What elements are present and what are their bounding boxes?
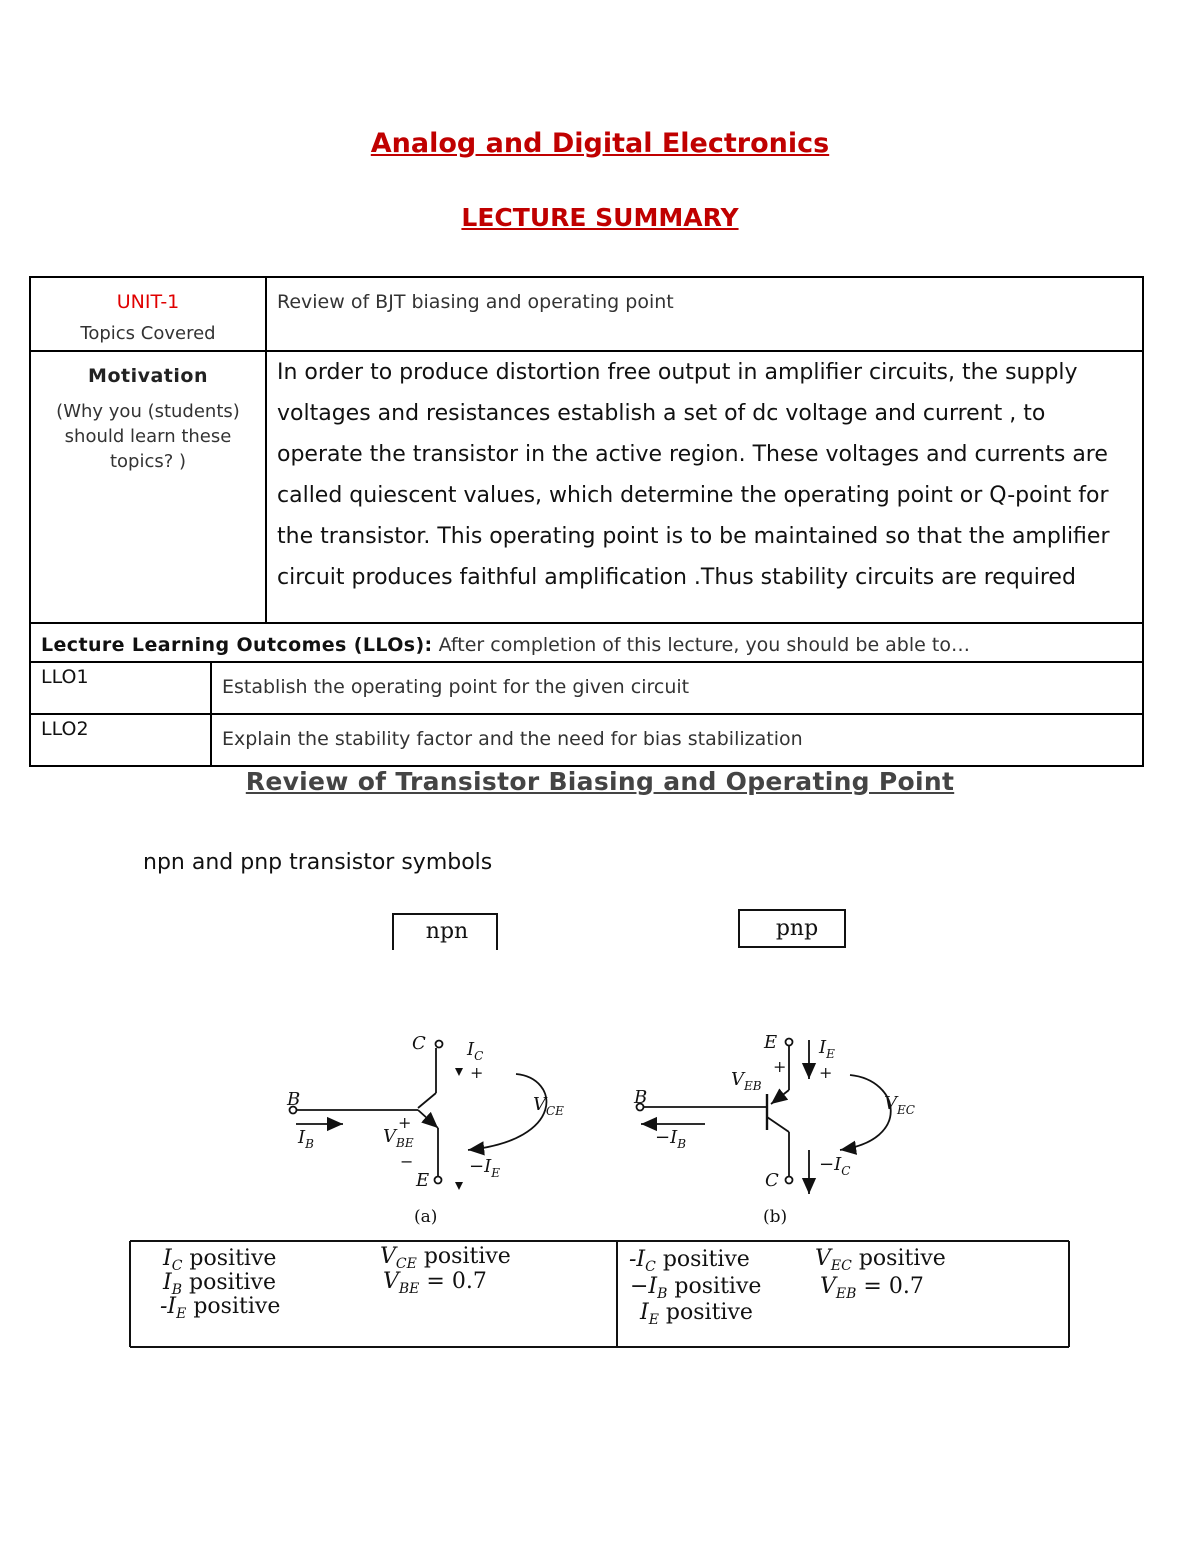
svg-text:+: + [819, 1063, 833, 1082]
motivation-subtitle: (Why you (students) should learn these topics? ) [56, 401, 240, 472]
llo-description: Establish the operating point for the given circuit [211, 662, 1143, 714]
svg-text:−: − [400, 1152, 414, 1171]
pnp-collector-terminal [786, 1177, 793, 1184]
npn-emitter-terminal [435, 1177, 442, 1184]
svg-text:VEB: $V_{EB}$ [731, 1069, 762, 1093]
svg-text:+: + [773, 1057, 787, 1076]
npn-caption: (a) [414, 1207, 438, 1227]
llo-row [30, 662, 1143, 714]
npn-conditions [160, 1244, 511, 1322]
svg-text:IB: $I_B$ [298, 1127, 314, 1151]
svg-text:-IE positive: $-I_E$ positive [160, 1294, 281, 1322]
pnp-b-label: B [634, 1087, 648, 1108]
svg-text:IC positive: $I_C$ positive [163, 1246, 277, 1274]
pnp-label: pnp [775, 916, 819, 941]
npn-e-label: E [416, 1170, 430, 1191]
topics-covered-label: Topics Covered [80, 323, 216, 344]
svg-text:VBE = 0.7: $V_{BE} = 0.7$ [383, 1269, 487, 1297]
svg-text:+: + [398, 1113, 412, 1132]
llo-id: LLO2 [30, 714, 211, 766]
unit-row [30, 277, 1143, 351]
course-title: Analog and Digital Electronics [370, 128, 830, 159]
motivation-row [30, 351, 1143, 623]
unit-cell [30, 277, 266, 351]
pnp-conditions [629, 1246, 946, 1328]
lecture-summary-table [29, 276, 1144, 767]
npn-transistor-symbol [290, 1041, 547, 1184]
llo-row [30, 714, 1143, 766]
pnp-transistor-symbol [637, 1039, 891, 1195]
svg-text:-IC positive: $-I_C$ positive [629, 1247, 750, 1275]
llo-intro: After completion of this lecture, you should be able to… [432, 634, 970, 656]
npn-b-label: B [287, 1089, 301, 1110]
svg-text:VEC: $V_{EC}$ [884, 1093, 915, 1117]
transistor-symbols-figure [0, 900, 1200, 1360]
npn-label: npn [425, 919, 469, 944]
motivation-cell [30, 351, 266, 623]
pnp-labels [633, 1032, 915, 1227]
npn-c-label: C [412, 1033, 426, 1054]
llo-heading-cell [30, 623, 1143, 662]
svg-text:−IE: $-I_E$ [469, 1156, 500, 1180]
llo-id: LLO1 [30, 662, 211, 714]
svg-text:IE positive: $I_E$ positive [640, 1300, 753, 1328]
document-title: LECTURE SUMMARY [461, 203, 739, 232]
svg-text:IE: $I_E$ [819, 1037, 835, 1061]
llo-heading: Lecture Learning Outcomes (LLOs): [41, 634, 433, 656]
llo-heading-row [30, 623, 1143, 662]
svg-text:IC: $I_C$ [467, 1039, 484, 1063]
npn-arrowheads [455, 1068, 463, 1190]
pnp-c-label: C [765, 1170, 779, 1191]
pnp-caption: (b) [763, 1207, 788, 1227]
svg-text:IB positive: $I_B$ positive [163, 1270, 276, 1298]
pnp-emitter-terminal [786, 1039, 793, 1046]
symbols-caption: npn and pnp transistor symbols [143, 850, 493, 875]
section-title: Review of Transistor Biasing and Operating Point [245, 767, 955, 796]
llo-description: Explain the stability factor and the need for bias stabilization [211, 714, 1143, 766]
svg-text:VEB = 0.7: $V_{EB} = 0.7$ [820, 1274, 924, 1302]
svg-text:−IB positive: $-I_B$ positive [630, 1274, 762, 1302]
svg-text:+: + [470, 1063, 484, 1082]
npn-collector-terminal [436, 1041, 443, 1048]
motivation-title: Motivation [88, 365, 208, 387]
npn-label-box [393, 914, 497, 950]
motivation-text: In order to produce distortion free output in amplifier circuits, the supply voltages and resistances establish a set of dc voltage and current , to operate the transistor in the active region. These voltages and currents are called quiescent values, which determine the operating point or Q-point for the transistor. This operating point is to be maintained so that the amplifier circuit produces faithful amplification .Thus stability circuits are required [266, 351, 1143, 623]
svg-text:−IB: $-I_B$ [655, 1127, 687, 1151]
unit-label: UNIT-1 [116, 291, 180, 313]
svg-text:VBE: $V_{BE}$ [383, 1126, 414, 1150]
unit-topic: Review of BJT biasing and operating point [266, 277, 1143, 351]
pnp-label-box [739, 910, 845, 947]
pnp-e-label: E [764, 1032, 778, 1053]
svg-text:−IC: $-I_C$ [819, 1154, 851, 1178]
svg-text:VCE: $V_{CE}$ [533, 1094, 564, 1118]
npn-labels [286, 1033, 564, 1227]
svg-text:VEC positive: $V_{EC}$ positive [815, 1246, 946, 1274]
svg-text:VCE positive: $V_{CE}$ positive [380, 1244, 511, 1272]
